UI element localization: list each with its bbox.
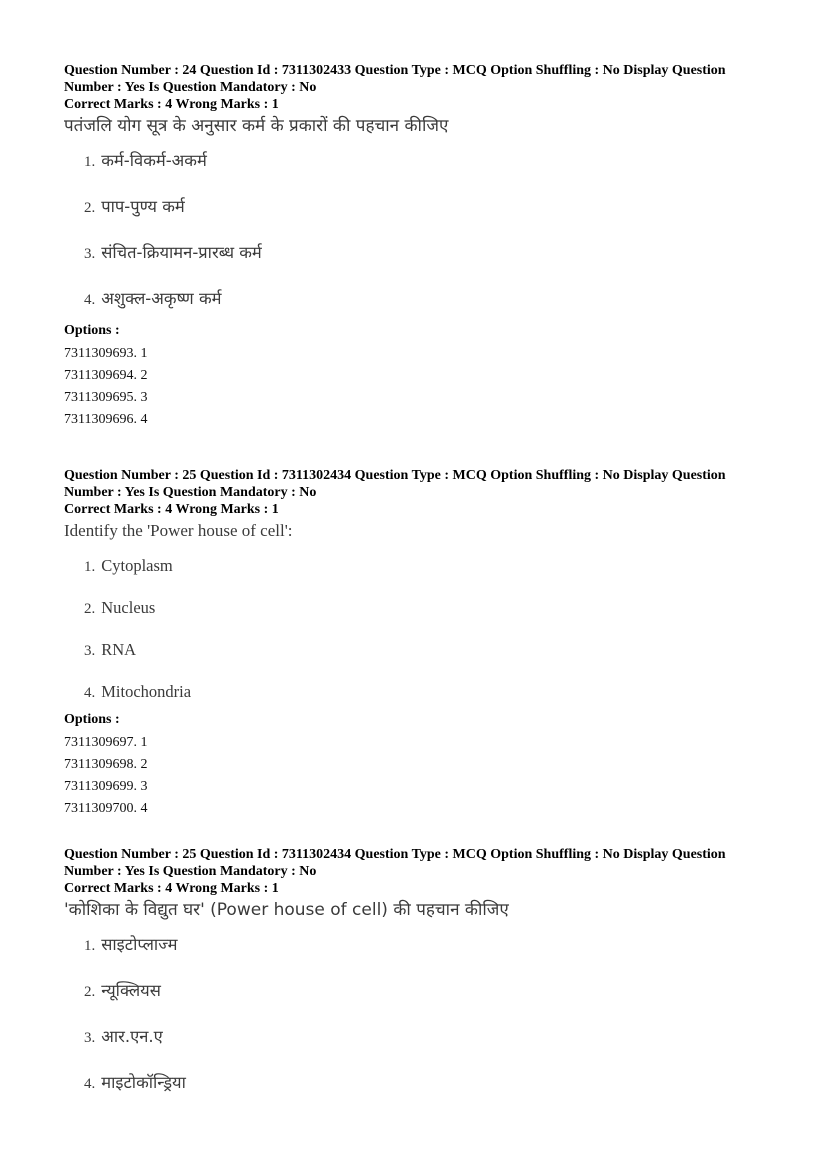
choice-text: Cytoplasm <box>101 556 173 575</box>
choice-list <box>64 138 764 322</box>
choice-item <box>64 543 764 585</box>
option-id-list <box>64 343 764 431</box>
choice-text: Nucleus <box>101 598 156 617</box>
choice-number: 2. <box>84 200 96 216</box>
choice-text: अशुक्ल-अकृष्ण कर्म <box>101 289 222 308</box>
option-id: 7311309696. 4 <box>64 412 148 427</box>
choice-number: 3. <box>84 246 96 262</box>
choice-text: आर.एन.ए <box>101 1027 163 1046</box>
question-header <box>64 467 764 518</box>
choice-number: 1. <box>84 938 96 954</box>
choice-item <box>64 922 764 968</box>
question-header <box>64 846 764 897</box>
choice-text: साइटोप्लाज्म <box>101 935 178 954</box>
choice-item <box>64 276 764 322</box>
choice-number: 1. <box>84 154 96 170</box>
option-id: 7311309700. 4 <box>64 801 148 816</box>
choice-text: RNA <box>101 640 137 659</box>
question-header-line-2: Number : Yes Is Question Mandatory : No <box>64 80 317 95</box>
choice-text: संचित-क्रियामन-प्रारब्ध कर्म <box>101 243 262 262</box>
question-header-line-1: Question Number : 24 Question Id : 7311302433 Question Type : MCQ Option Shuffling : No Display Question <box>64 63 726 78</box>
choice-text: पाप-पुण्य कर्म <box>101 197 185 216</box>
option-id: 7311309695. 3 <box>64 390 148 405</box>
choice-number: 2. <box>84 984 96 1000</box>
choice-item <box>64 968 764 1014</box>
choice-number: 3. <box>84 643 96 659</box>
choice-item <box>64 184 764 230</box>
question-header-line-2: Number : Yes Is Question Mandatory : No <box>64 864 317 879</box>
question-header-line-1: Question Number : 25 Question Id : 7311302434 Question Type : MCQ Option Shuffling : No Display Question <box>64 847 726 862</box>
choice-text: कर्म-विकर्म-अकर्म <box>101 151 207 170</box>
choice-list <box>64 543 764 711</box>
option-id-list <box>64 732 764 820</box>
choice-number: 3. <box>84 1030 96 1046</box>
options-label: Options : <box>64 323 120 338</box>
choice-item <box>64 138 764 184</box>
question-block-24 <box>64 62 764 431</box>
question-marks: Correct Marks : 4 Wrong Marks : 1 <box>64 97 279 112</box>
option-id: 7311309697. 1 <box>64 735 148 750</box>
choice-item <box>64 669 764 711</box>
choice-item <box>64 627 764 669</box>
choice-text: न्यूक्लियस <box>101 981 161 1000</box>
choice-item <box>64 1014 764 1060</box>
choice-item <box>64 230 764 276</box>
choice-number: 4. <box>84 1076 96 1092</box>
question-header-line-1: Question Number : 25 Question Id : 7311302434 Question Type : MCQ Option Shuffling : No Display Question <box>64 468 726 483</box>
option-id: 7311309693. 1 <box>64 346 148 361</box>
option-id: 7311309698. 2 <box>64 757 148 772</box>
choice-text: Mitochondria <box>101 682 192 701</box>
choice-number: 1. <box>84 559 96 575</box>
question-block-25-en <box>64 467 764 820</box>
options-label: Options : <box>64 712 120 727</box>
question-marks: Correct Marks : 4 Wrong Marks : 1 <box>64 502 279 517</box>
choice-item <box>64 1060 764 1106</box>
question-marks: Correct Marks : 4 Wrong Marks : 1 <box>64 881 279 896</box>
option-id: 7311309694. 2 <box>64 368 148 383</box>
question-text: 'कोशिका के विद्युत घर' (Power house of cell) की पहचान कीजिए <box>64 900 509 920</box>
choice-item <box>64 585 764 627</box>
choice-text: माइटोकॉन्ड्रिया <box>101 1073 186 1092</box>
choice-list <box>64 922 764 1106</box>
question-text: पतंजलि योग सूत्र के अनुसार कर्म के प्रकारों की पहचान कीजिए <box>64 116 449 136</box>
question-block-25-hi <box>64 846 764 1106</box>
choice-number: 4. <box>84 292 96 308</box>
choice-number: 2. <box>84 601 96 617</box>
choice-number: 4. <box>84 685 96 701</box>
question-header <box>64 62 764 113</box>
question-header-line-2: Number : Yes Is Question Mandatory : No <box>64 485 317 500</box>
question-text: Identify the 'Power house of cell': <box>64 521 293 540</box>
option-id: 7311309699. 3 <box>64 779 148 794</box>
